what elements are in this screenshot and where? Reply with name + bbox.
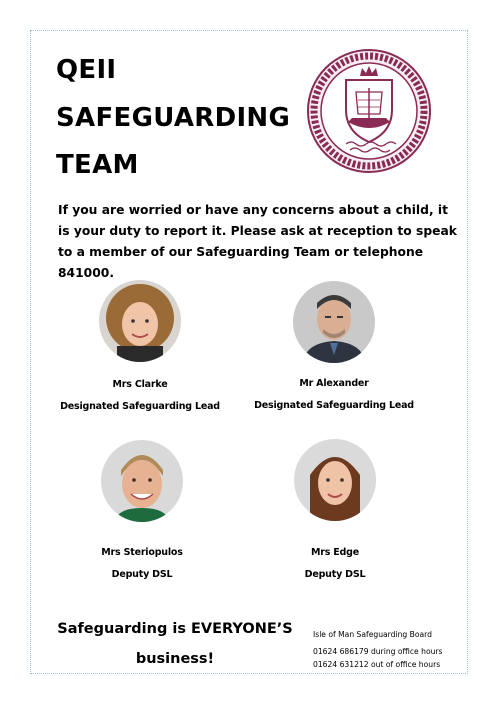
avatar-edge — [294, 439, 376, 521]
team-member-name: Mrs Edge — [310, 547, 360, 558]
team-member-name: Mrs Steriopulos — [101, 547, 183, 558]
avatar-alexander — [293, 281, 375, 363]
team-member-name: Mrs Clarke — [112, 379, 168, 390]
footer-tagline-line-2: business! — [135, 651, 215, 667]
team-member-role: Designated Safeguarding Lead — [60, 401, 220, 412]
page-title-line-3: TEAM — [56, 150, 139, 180]
team-member-role: Designated Safeguarding Lead — [254, 400, 414, 411]
page-title-line-2: SAFEGUARDING — [56, 103, 291, 133]
phone-out-of-hours: 01624 631212 out of office hours — [313, 660, 441, 669]
phone-office-hours: 01624 686179 during office hours — [313, 647, 443, 656]
page-title-line-1: QEII — [56, 55, 117, 85]
intro-paragraph: If you are worried or have any concerns about a child, it is your duty to report it. Please ask at reception to speak to a member of our Safeguarding Team or telephone 841000. — [58, 203, 457, 280]
avatar-steriopulos — [101, 440, 183, 522]
footer-tagline-line-1: Safeguarding is EVERYONE’S — [57, 621, 293, 637]
safeguarding-board-name: Isle of Man Safeguarding Board — [313, 630, 432, 639]
avatar-clarke — [99, 280, 181, 362]
team-member-role: Deputy DSL — [111, 569, 173, 580]
team-member-role: Deputy DSL — [304, 569, 366, 580]
school-crest-ship-icon — [306, 48, 432, 174]
team-member-name: Mr Alexander — [299, 378, 369, 389]
